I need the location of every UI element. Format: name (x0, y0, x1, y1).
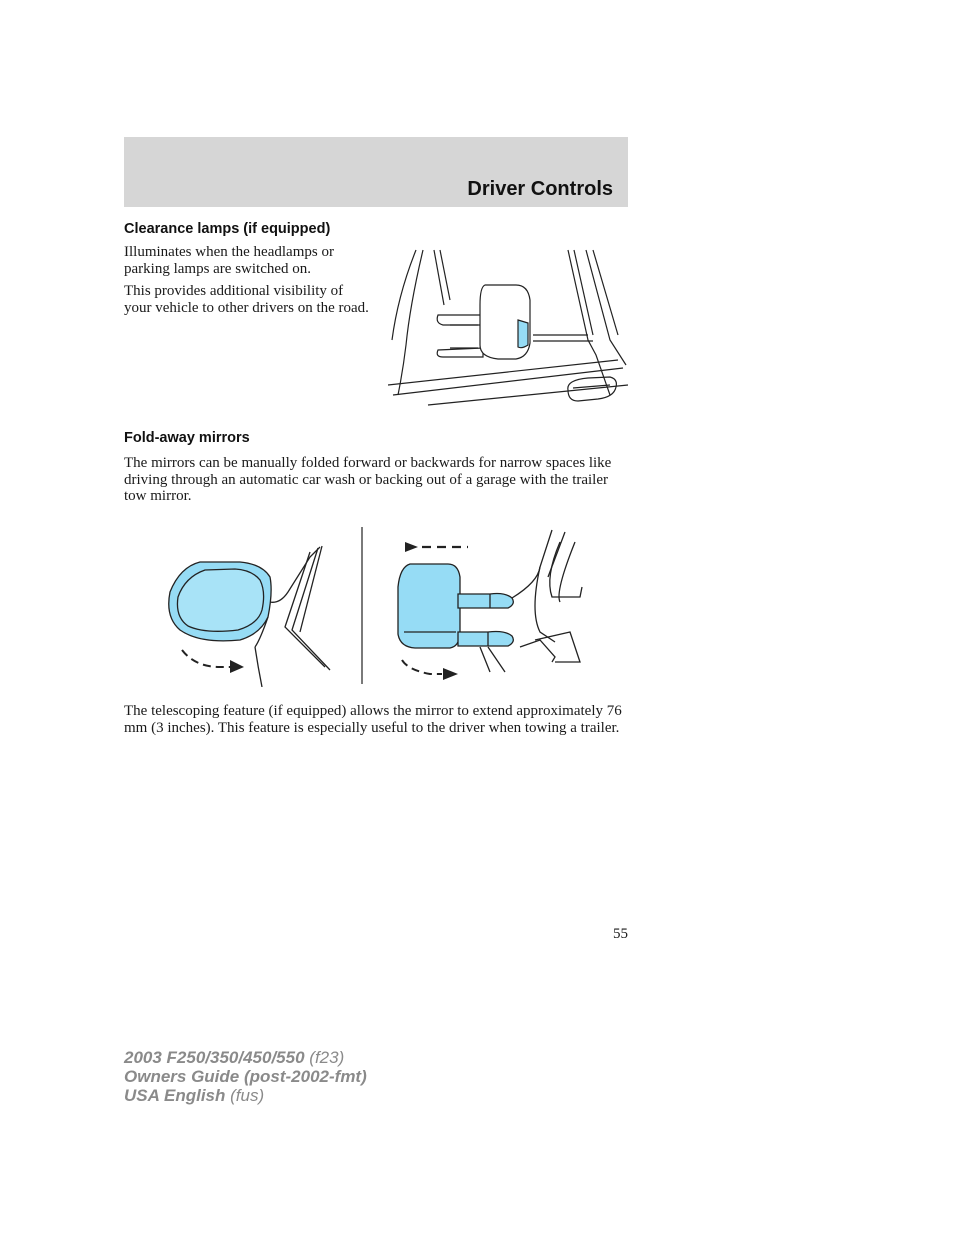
footer-language: USA English (124, 1086, 226, 1105)
footer-model: 2003 F250/350/450/550 (124, 1048, 305, 1067)
page-number: 55 (613, 926, 628, 942)
footer-guide: Owners Guide (post-2002-fmt) (124, 1067, 367, 1086)
fold-away-mirrors-heading: Fold-away mirrors (124, 430, 250, 446)
clearance-lamps-paragraph-1: Illuminates when the headlamps or parking lamps are switched on. (124, 244, 334, 277)
footer-model-code: (f23) (309, 1048, 345, 1067)
clearance-lamps-heading: Clearance lamps (if equipped) (124, 221, 331, 237)
footer-language-code: (fus) (230, 1086, 265, 1105)
right-mirror-housing (398, 564, 460, 648)
fold-back-arrow-right-icon (443, 668, 458, 680)
fold-away-mirror-illustration (160, 522, 590, 687)
page-title: Driver Controls (467, 178, 613, 200)
fold-away-paragraph-1: The mirrors can be manually folded forward or backwards for narrow spaces like driving through an automatic car wash or backing out of a garage with the trailer tow mirror. (124, 455, 612, 504)
footer (124, 1048, 367, 1105)
header-band (124, 137, 628, 207)
clearance-lamp-illustration (388, 245, 628, 407)
fold-away-paragraph-2: The telescoping feature (if equipped) allows the mirror to extend approximately 76 mm (3 inches). This feature is especially useful to the driver when towing a trailer. (124, 703, 622, 736)
clearance-lamps-paragraph-2: This provides additional visibility of your vehicle to other drivers on the road. (124, 283, 369, 316)
footer-line-2 (124, 1067, 367, 1086)
footer-line-3 (124, 1086, 367, 1105)
clearance-lamp-blue (518, 320, 528, 348)
footer-line-1 (124, 1048, 367, 1067)
fold-forward-arrow-icon (405, 542, 418, 552)
fold-back-arrow-icon (230, 660, 244, 673)
left-mirror-glass (177, 569, 263, 631)
